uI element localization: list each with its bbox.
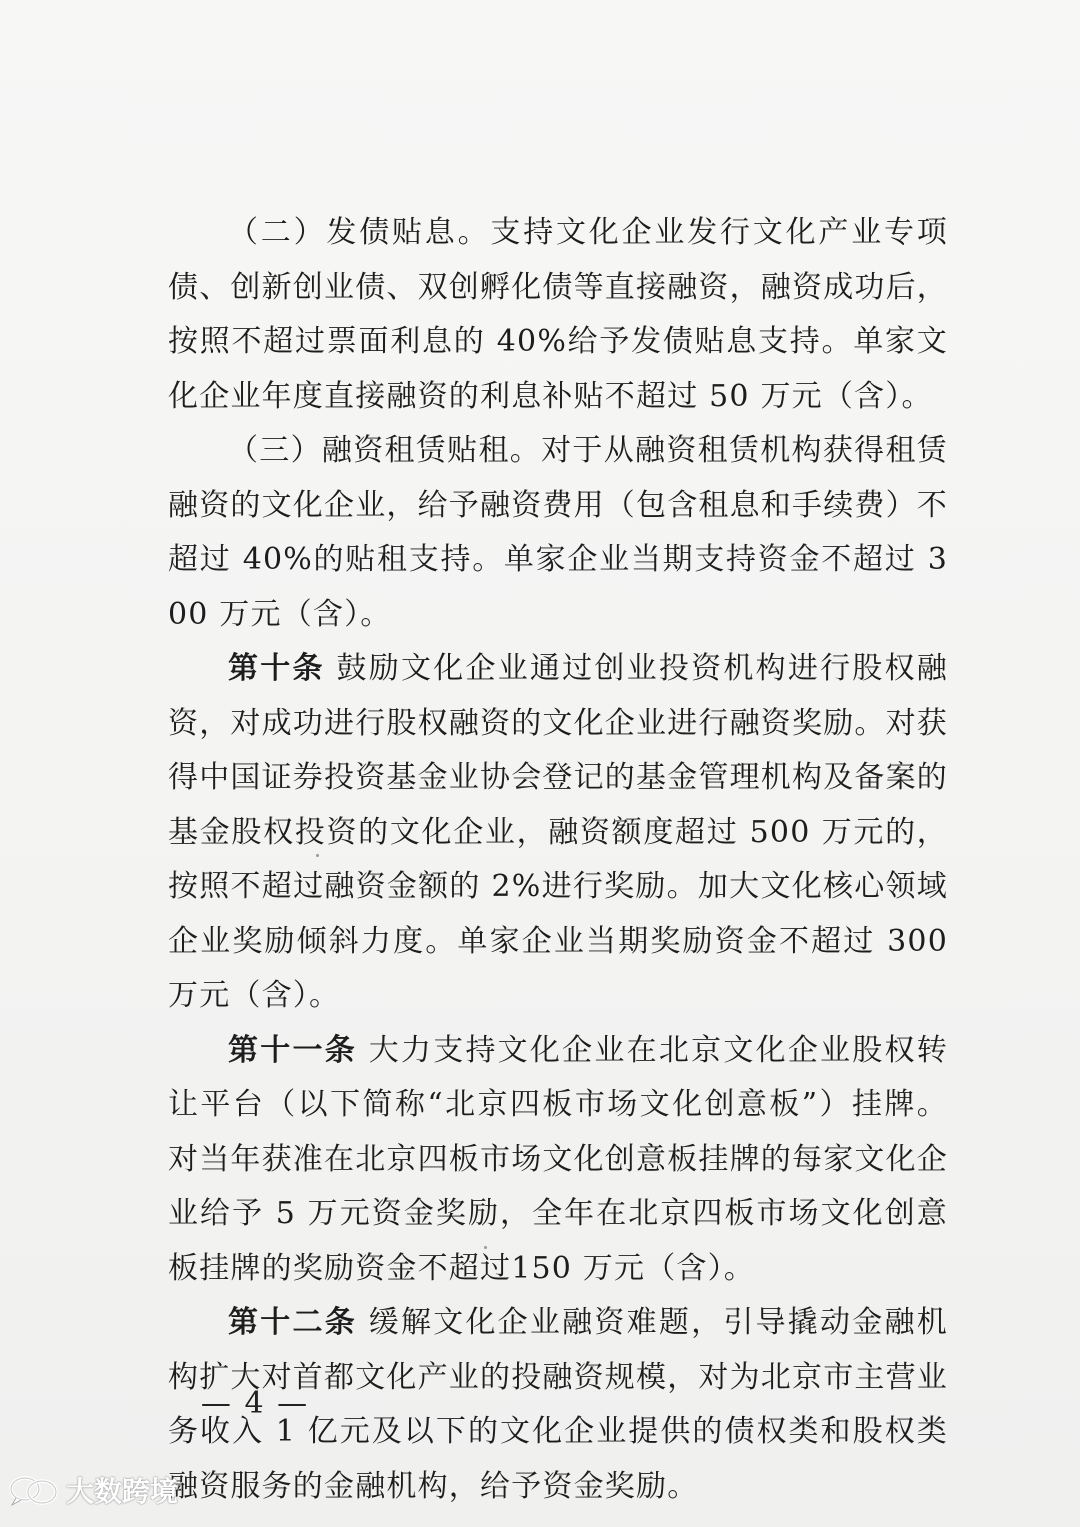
article-heading: 第十条 <box>228 651 325 686</box>
page-number: — 4 — <box>200 1386 310 1421</box>
scan-speck <box>316 854 319 857</box>
document-body <box>168 206 948 1514</box>
article-heading: 第十二条 <box>228 1305 357 1340</box>
chat-bubbles-logo-icon <box>8 1473 60 1507</box>
paragraph-text: （三）融资租赁贴租。对于从融资租赁机构获得租赁融资的文化企业，给予融资费用（包含租息和手续费）不超过 40%的贴租支持。单家企业当期支持资金不超过 300 万元（含）。 <box>168 433 948 632</box>
paragraph-leasing-rent-subsidy <box>168 424 948 642</box>
paragraph-text: 大力支持文化企业在北京文化企业股权转让平台（以下简称“北京四板市场文化创意板”）挂牌。对当年获准在北京四板市场文化创意板挂牌的每家文化企业给予 5 万元资金奖励，全年在北京四板市场文化创意板挂牌的奖励资金不超过150 万元（含）。 <box>168 1032 948 1286</box>
paragraph-text: 鼓励文化企业通过创业投资机构进行股权融资，对成功进行股权融资的文化企业进行融资奖励。对获得中国证券投资基金业协会登记的基金管理机构及备案的基金股权投资的文化企业，融资额度超过 500 万元的，按照不超过融资金额的 2%进行奖励。加大文化核心领域企业奖励倾斜力度。单家企业当期奖励资金不超过 300 万元（含）。 <box>168 651 948 1013</box>
watermark <box>8 1470 178 1510</box>
paragraph-text: 缓解文化企业融资难题，引导撬动金融机构扩大对首都文化产业的投融资规模，对为北京市主营业务收入 1 亿元及以下的文化企业提供的债权类和股权类融资服务的金融机构，给予资金奖励。 <box>168 1305 948 1504</box>
article-11 <box>168 1024 948 1297</box>
paragraph-text: （二）发债贴息。支持文化企业发行文化产业专项债、创新创业债、双创孵化债等直接融资，融资成功后，按照不超过票面利息的 40%给予发债贴息支持。单家文化企业年度直接融资的利息补贴不超过 50 万元（含）。 <box>168 215 948 414</box>
paragraph-bond-interest-subsidy <box>168 206 948 424</box>
scan-speck <box>484 1246 487 1249</box>
watermark-text: 大数跨境 <box>66 1475 179 1508</box>
article-heading: 第十一条 <box>228 1032 357 1068</box>
article-10 <box>168 642 948 1024</box>
